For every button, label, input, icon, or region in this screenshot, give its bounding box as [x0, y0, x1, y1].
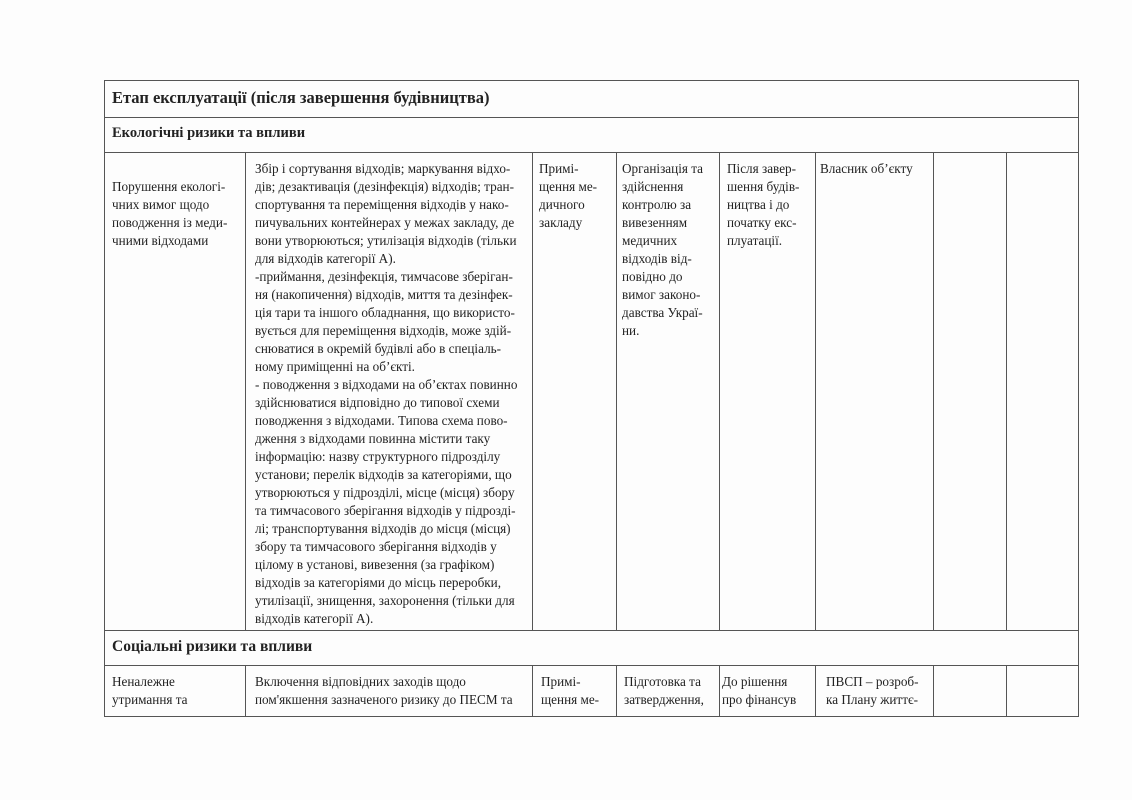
- social-risk-cell: Неналежне утримання та: [112, 674, 188, 707]
- row-divider: [104, 117, 1079, 118]
- table-border-bottom: [104, 716, 1079, 717]
- ecological-measures-cell: Збір і сортування відходів; маркування відхо- дів; дезактивація (дезінфекція) відходів; тран- спортування та переміщення відходів у нако- пичувальних контейнерах у межах закладу, де вони утворюються; утилізація відходів (тільки для відходів категорії А). -приймання, дезінфекція, тимчасове зберіган- ня (накопичення) відходів, миття та дезінфек- ція тари та іншого обладнання, що використо- вується для переміщення відходів, може здій- снюватися в окремій будівлі або в спеціаль- ному приміщенні на об’єкті. - поводження з відходами на об’єктах повинно здійснюватися відповідно до типової схеми поводження з відходами. Типова схема пово- дження з відходами повинна містити таку інформацію: назву структурного підрозділу установи; перелік відходів за категоріями, що утворюються у підрозділі, місце (місця) збору та тимчасового зберігання відходів у підрозді- лі; транспортування відходів до місця (місця) збору та тимчасового зберігання відходів у цілому в установі, вивезення (за графіком) відходів за категоріями до місць переробки, утилізації, знищення, захоронення (тільки для відходів категорії А).: [255, 161, 518, 626]
- ecological-risk-cell: Порушення екологі- чних вимог щодо поводження із меди- чними відходами: [112, 179, 228, 248]
- table-border-top: [104, 80, 1079, 81]
- ecological-location-cell: Примі- щення ме- дичного закладу: [539, 161, 598, 230]
- column-divider: [815, 665, 816, 716]
- column-divider: [719, 665, 720, 716]
- social-responsible-cell: ПВСП – розроб- ка Плану життє-: [826, 674, 919, 707]
- social-measures-cell: Включення відповідних заходів щодо пом'якшення зазначеного ризику до ПЕСМ та: [255, 674, 513, 707]
- social-location-cell: Примі- щення ме-: [541, 674, 600, 707]
- column-divider: [933, 665, 934, 716]
- table-border-right: [1078, 80, 1079, 717]
- column-divider: [815, 152, 816, 630]
- column-divider: [616, 665, 617, 716]
- ecological-responsible-cell: Власник об’єкту: [820, 161, 913, 176]
- social-risks-heading: Соціальні ризики та впливи: [112, 638, 313, 655]
- social-control-cell: Підготовка та затвердження,: [624, 674, 704, 707]
- row-divider: [104, 630, 1079, 631]
- table-border-left: [104, 80, 105, 717]
- column-divider: [532, 152, 533, 630]
- column-divider: [933, 152, 934, 630]
- column-divider: [532, 665, 533, 716]
- ecological-risks-heading: Екологічні ризики та впливи: [112, 125, 306, 141]
- ecological-control-cell: Організація та здійснення контролю за вивезенням медичних відходів від- повідно до вимог законо- давства Украї- ни.: [622, 161, 704, 338]
- column-divider: [245, 665, 246, 716]
- stage-heading: Етап експлуатації (після завершення будівництва): [112, 88, 490, 107]
- column-divider: [1006, 665, 1007, 716]
- ecological-timing-cell: Після завер- шення будів- ництва і до початку екс- плуатації.: [727, 161, 800, 248]
- column-divider: [1006, 152, 1007, 630]
- column-divider: [719, 152, 720, 630]
- column-divider: [245, 152, 246, 630]
- social-timing-cell: До рішення про фінансув: [722, 674, 797, 707]
- column-divider: [616, 152, 617, 630]
